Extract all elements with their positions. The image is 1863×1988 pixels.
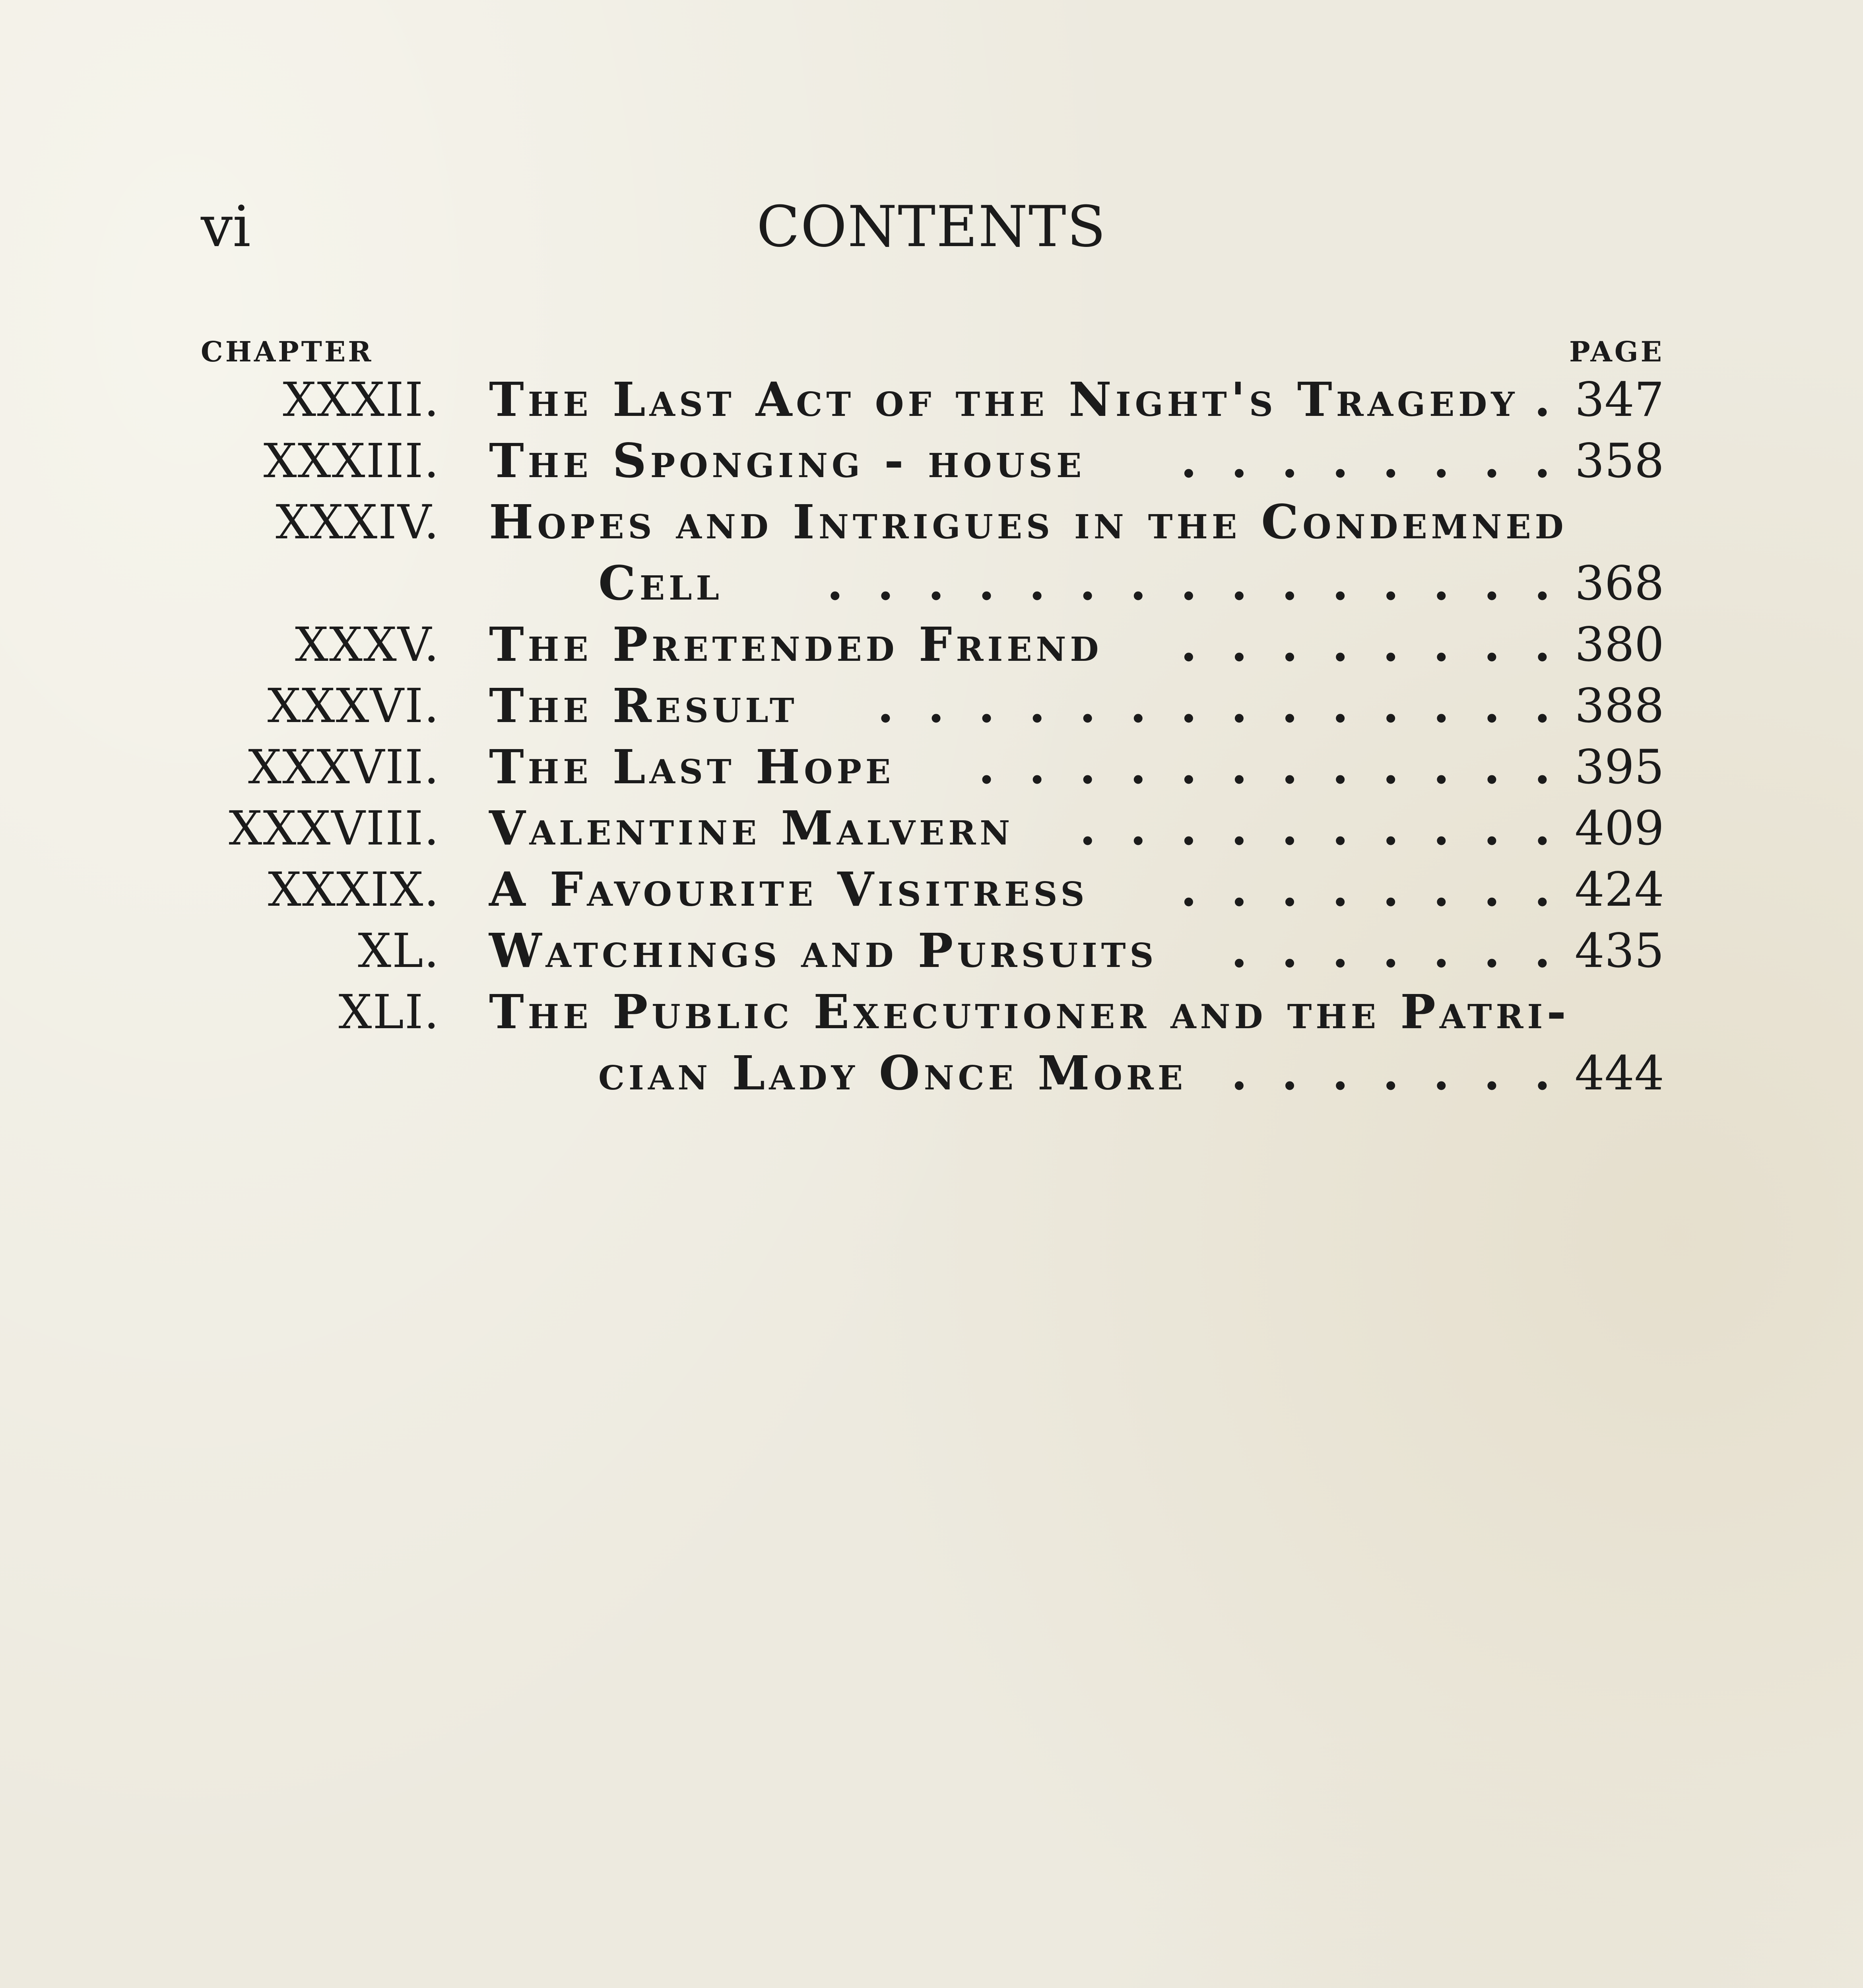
toc-entry-line bbox=[0, 492, 1863, 552]
chapter-number: XXXVII. bbox=[248, 740, 440, 794]
toc-entry-line bbox=[0, 370, 1863, 429]
page-number: 368 bbox=[1574, 556, 1664, 611]
toc-entry-line bbox=[0, 1043, 1863, 1103]
leader-dots: ........ bbox=[1180, 433, 1585, 488]
leader-dots: ....... bbox=[1231, 1045, 1585, 1101]
page-column-label: PAGE bbox=[1569, 335, 1664, 368]
contents-heading: CONTENTS bbox=[757, 194, 1106, 260]
leader-dots: . bbox=[1534, 372, 1585, 427]
leader-dots: ........ bbox=[1180, 617, 1585, 672]
toc-entry-line bbox=[0, 553, 1863, 613]
page-number: 424 bbox=[1574, 862, 1664, 917]
chapter-number: XLI. bbox=[338, 984, 440, 1039]
page-number: 380 bbox=[1574, 617, 1664, 672]
leader-dots: ....... bbox=[1231, 923, 1585, 978]
chapter-title: The Public Executioner and the Patri- bbox=[489, 984, 1570, 1039]
chapter-title: cian Lady Once More bbox=[598, 1045, 1187, 1101]
chapter-title: The Last Hope bbox=[489, 739, 895, 794]
toc-entry-line bbox=[0, 431, 1863, 491]
page-number: 388 bbox=[1574, 678, 1664, 733]
chapter-title: Cell bbox=[598, 555, 723, 611]
page-folio: vi bbox=[201, 194, 251, 260]
toc-entry-line bbox=[0, 615, 1863, 674]
leader-dots: ............... bbox=[827, 555, 1585, 611]
chapter-number: XXXIV. bbox=[276, 495, 440, 549]
chapter-title: Valentine Malvern bbox=[489, 800, 1014, 856]
chapter-column-label: CHAPTER bbox=[201, 335, 374, 368]
chapter-title: Watchings and Pursuits bbox=[489, 923, 1158, 978]
page-number: 435 bbox=[1574, 923, 1664, 978]
toc-entry-line bbox=[0, 676, 1863, 736]
leader-dots: ........ bbox=[1180, 862, 1585, 917]
chapter-number: XXXVI. bbox=[267, 678, 440, 733]
chapter-number: XXXIII. bbox=[263, 433, 440, 488]
toc-entry-line bbox=[0, 737, 1863, 797]
page-number: 358 bbox=[1574, 433, 1664, 488]
toc-entry-line bbox=[0, 798, 1863, 858]
chapter-number: XXXII. bbox=[283, 372, 440, 427]
chapter-title: The Sponging - house bbox=[489, 433, 1086, 488]
page-number: 395 bbox=[1574, 740, 1664, 794]
chapter-number: XXXIX. bbox=[268, 862, 440, 917]
chapter-title: The Result bbox=[489, 678, 798, 733]
leader-dots: ............ bbox=[978, 739, 1585, 794]
chapter-title: A Favourite Visitress bbox=[489, 862, 1089, 917]
toc-entry-line bbox=[0, 921, 1863, 980]
chapter-number: XL. bbox=[358, 923, 440, 978]
page-number: 347 bbox=[1574, 372, 1664, 427]
toc-entry-line bbox=[0, 982, 1863, 1042]
chapter-number: XXXVIII. bbox=[229, 801, 440, 856]
leader-dots: .......... bbox=[1079, 800, 1585, 856]
chapter-title: The Pretended Friend bbox=[489, 617, 1103, 672]
page-number: 409 bbox=[1574, 801, 1664, 856]
chapter-title: Hopes and Intrigues in the Condemned bbox=[489, 494, 1568, 549]
leader-dots: .............. bbox=[877, 678, 1585, 733]
chapter-number: XXXV. bbox=[295, 617, 440, 672]
toc-entry-line bbox=[0, 860, 1863, 919]
page-number: 444 bbox=[1574, 1046, 1664, 1101]
chapter-title: The Last Act of the Night's Tragedy bbox=[489, 372, 1519, 427]
